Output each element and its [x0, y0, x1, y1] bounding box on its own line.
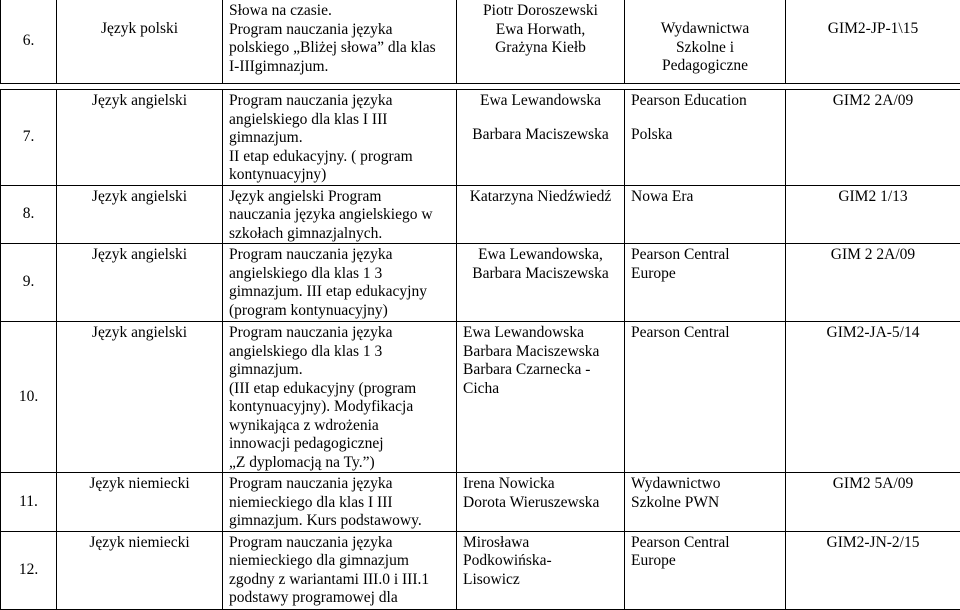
publisher-line: Szkolne PWN	[631, 494, 783, 513]
subject-cell: Język angielski	[57, 322, 222, 343]
publisher-line: Szkolne i	[627, 39, 783, 58]
program-line: gimnazjum.	[229, 129, 454, 148]
program-line: Język angielski Program	[229, 188, 454, 207]
program-line: Słowa na czasie.	[229, 2, 454, 21]
code-cell: GIM2 1/13	[786, 186, 960, 207]
author-line: Ewa Horwath,	[459, 21, 622, 40]
publisher-line: Pearson Central	[631, 534, 783, 553]
author-line: Ewa Lewandowska	[459, 92, 622, 111]
subject-cell: Język polski	[57, 0, 222, 39]
table-row	[1, 244, 960, 322]
author-line: Ewa Lewandowska,	[459, 246, 622, 265]
author-line: Podkowińska-	[463, 552, 622, 571]
program-line: Program nauczania języka	[229, 92, 454, 111]
table-row	[1, 473, 960, 532]
row-number: 9.	[1, 244, 57, 322]
code-cell: GIM2-JA-5/14	[786, 322, 960, 343]
program-line: szkołach gimnazjalnych.	[229, 225, 454, 244]
authors-cell	[457, 322, 624, 398]
row-number: 10.	[1, 322, 57, 473]
authors-cell	[457, 90, 624, 144]
program-line: zgodny z wariantami III.0 i III.1	[229, 571, 454, 590]
program-cell	[223, 186, 456, 244]
author-line: Mirosława	[463, 534, 622, 553]
author-line: Ewa Lewandowska	[463, 324, 622, 343]
publisher-cell	[625, 244, 785, 283]
code-cell: GIM2 5A/09	[786, 473, 960, 494]
authors-cell: Katarzyna Niedźwiedź	[457, 186, 624, 207]
subject-cell: Język angielski	[57, 186, 222, 207]
top-table	[0, 0, 960, 84]
program-line: Program nauczania języka	[229, 475, 454, 494]
author-line: Piotr Doroszewski	[459, 2, 622, 21]
author-line: Dorota Wieruszewska	[463, 494, 622, 513]
table-row	[1, 531, 960, 609]
table-row	[1, 90, 960, 186]
row-number: 6.	[1, 0, 57, 84]
table-row	[1, 322, 960, 473]
authors-cell	[457, 473, 624, 512]
program-line: kontynuacyjny)	[229, 166, 454, 185]
program-cell	[223, 0, 456, 76]
publisher-line: Pedagogiczne	[627, 57, 783, 76]
publisher-line: Europe	[631, 552, 783, 571]
program-line: Program nauczania języka	[229, 21, 454, 40]
program-line: Program nauczania języka	[229, 246, 454, 265]
author-line: Barbara Czarnecka -	[463, 361, 622, 380]
program-line: wynikająca z wdrożenia	[229, 417, 454, 436]
code-cell: GIM2-JN-2/15	[786, 532, 960, 553]
program-line: gimnazjum. III etap edukacyjny	[229, 283, 454, 302]
program-line: angielskiego dla klas 1 3	[229, 343, 454, 362]
code-cell: GIM2 2A/09	[786, 90, 960, 111]
subject-cell: Język angielski	[57, 90, 222, 111]
program-line: „Z dyplomacją na Ty.”)	[229, 454, 454, 473]
program-line: innowacji pedagogicznej	[229, 435, 454, 454]
publisher-cell: Pearson Central	[625, 322, 785, 343]
subject-cell: Język angielski	[57, 244, 222, 265]
row-number: 8.	[1, 185, 57, 244]
author-line: Lisowicz	[463, 571, 622, 590]
program-line: gimnazjum.	[229, 361, 454, 380]
code-cell: GIM2-JP-1\15	[786, 0, 960, 39]
program-cell	[223, 322, 456, 472]
publisher-line: Europe	[631, 265, 783, 284]
program-cell	[223, 90, 456, 185]
program-line: I-IIIgimnazjum.	[229, 58, 454, 77]
publisher-cell	[625, 0, 785, 76]
program-line: podstawy programowej dla	[229, 589, 454, 608]
row-number: 12.	[1, 531, 57, 609]
publisher-line: Pearson Central	[631, 246, 783, 265]
row-number: 11.	[1, 473, 57, 532]
authors-cell	[457, 244, 624, 283]
program-cell	[223, 244, 456, 320]
publisher-line: Pearson Education	[631, 92, 783, 111]
program-line: (III etap edukacyjny (program	[229, 380, 454, 399]
program-line: niemieckiego dla gimnazjum	[229, 552, 454, 571]
author-line: Grażyna Kiełb	[459, 39, 622, 58]
table-row	[1, 185, 960, 244]
program-line: niemieckiego dla klas I III	[229, 494, 454, 513]
subject-cell: Język niemiecki	[57, 532, 222, 553]
program-line: kontynuacyjny). Modyfikacja	[229, 398, 454, 417]
row-number: 7.	[1, 90, 57, 186]
author-line: Cicha	[463, 380, 622, 399]
program-line: II etap edukacyjny. ( program	[229, 148, 454, 167]
program-line: (program kontynuacyjny)	[229, 302, 454, 321]
authors-cell	[457, 0, 624, 58]
publisher-cell	[625, 532, 785, 571]
program-line: Program nauczania języka	[229, 534, 454, 553]
author-line: Barbara Maciszewska	[459, 265, 622, 284]
publisher-line: Wydawnictwa	[627, 20, 783, 39]
program-line: nauczania języka angielskiego w	[229, 206, 454, 225]
code-cell: GIM 2 2A/09	[786, 244, 960, 265]
program-line: Program nauczania języka	[229, 324, 454, 343]
program-line: gimnazjum. Kurs podstawowy.	[229, 512, 454, 531]
subject-cell: Język niemiecki	[57, 473, 222, 494]
author-line: Barbara Maciszewska	[459, 126, 622, 145]
program-line: angielskiego dla klas 1 3	[229, 265, 454, 284]
table-row	[1, 0, 960, 84]
authors-cell	[457, 532, 624, 590]
program-line: angielskiego dla klas I III	[229, 111, 454, 130]
program-cell	[223, 532, 456, 608]
publisher-line: Polska	[631, 126, 783, 145]
publisher-line: Wydawnictwo	[631, 475, 783, 494]
author-line: Irena Nowicka	[463, 475, 622, 494]
publisher-cell: Nowa Era	[625, 186, 785, 207]
program-cell	[223, 473, 456, 531]
publisher-cell	[625, 90, 785, 144]
publisher-cell	[625, 473, 785, 512]
author-line: Barbara Maciszewska	[463, 343, 622, 362]
main-table	[0, 89, 960, 610]
program-line: polskiego „Bliżej słowa” dla klas	[229, 39, 454, 58]
